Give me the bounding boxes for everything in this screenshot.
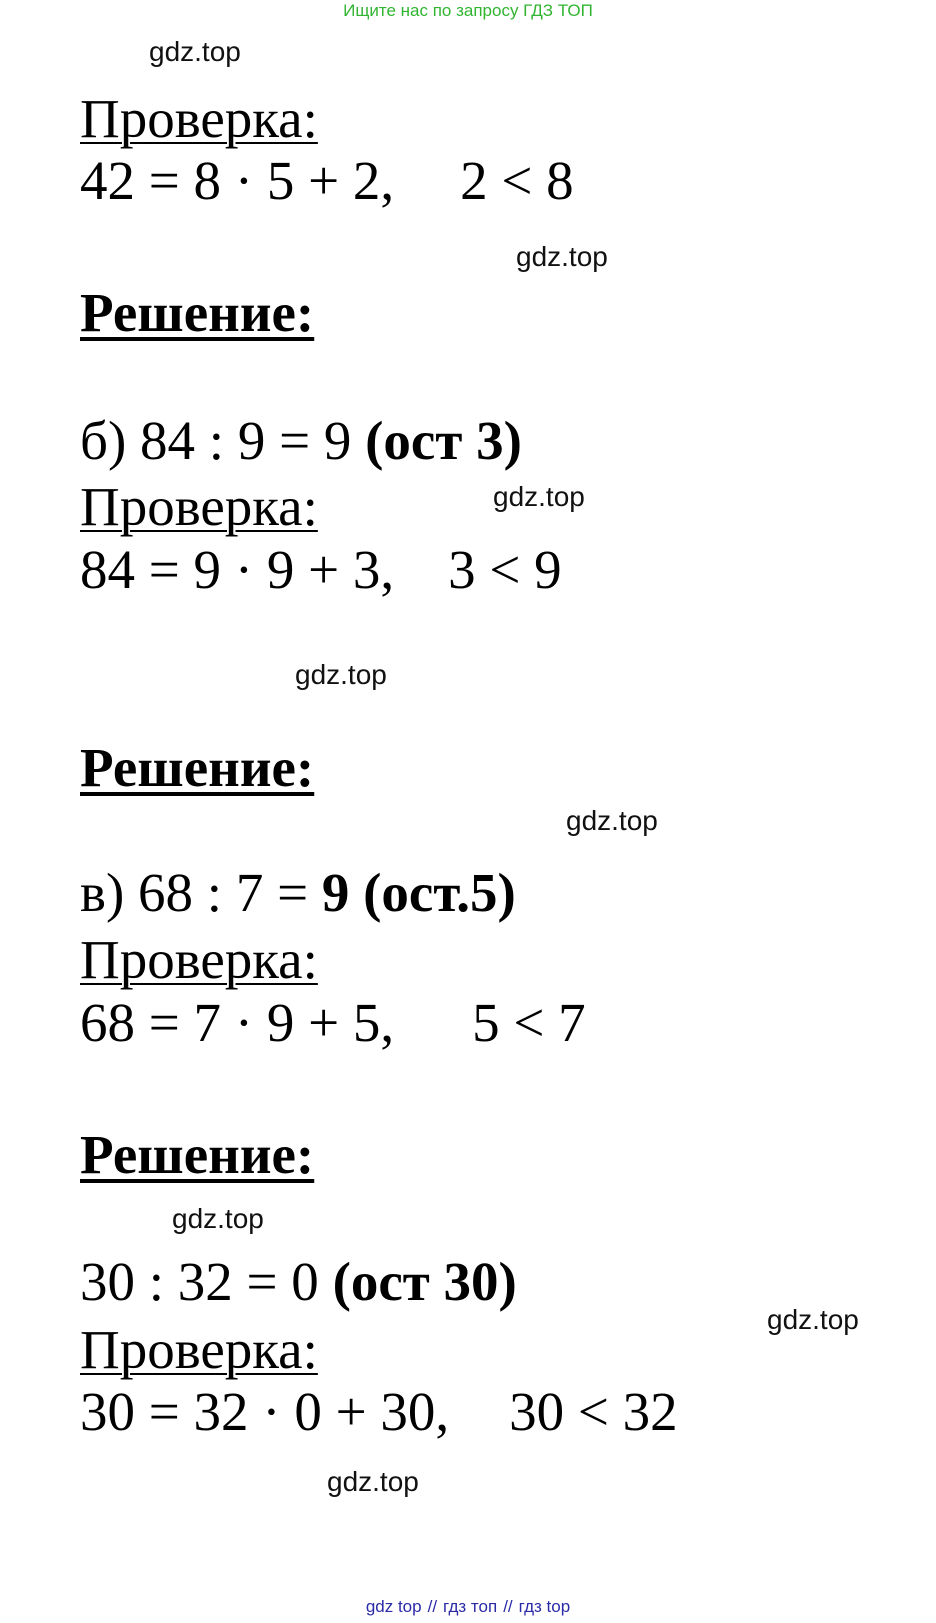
check-label-d: Проверка: [80,1319,318,1380]
check-inequality-d: 30 < 32 [509,1381,678,1442]
footer-link-1[interactable]: gdz top [365,1597,422,1616]
watermark-2: gdz.top [516,241,608,272]
check-equation-a: 42 = 8 · 5 + 2, [80,150,395,211]
watermark-3: gdz.top [493,481,585,512]
check-line-a [80,150,574,212]
task-expression-d: 30 : 32 = 0 [80,1251,333,1312]
footer-links [0,1596,936,1618]
check-inequality-b: 3 < 9 [448,539,562,600]
solution-heading-c: Решение: [80,737,315,798]
task-line-d [80,1251,517,1313]
task-remainder-d: (ост 30) [332,1251,517,1312]
task-expression-b: б) 84 : 9 = 9 [80,410,366,471]
watermark-1: gdz.top [149,36,241,67]
check-label-a: Проверка: [80,88,318,149]
check-line-d [80,1381,678,1443]
task-line-c [80,862,516,924]
check-label-b: Проверка: [80,476,318,537]
check-label-c: Проверка: [80,929,318,990]
check-line-c [80,992,586,1054]
check-equation-c: 68 = 7 · 9 + 5, [80,992,395,1053]
task-line-b [80,410,522,472]
watermark-5: gdz.top [566,805,658,836]
check-line-b [80,539,562,601]
check-equation-d: 30 = 32 · 0 + 30, [80,1381,450,1442]
footer-link-2[interactable]: гдз топ [443,1597,498,1616]
task-expression-c: в) 68 : 7 = [80,862,322,923]
watermark-8: gdz.top [327,1466,419,1497]
watermark-6: gdz.top [172,1203,264,1234]
solution-heading-b: Решение: [80,282,315,343]
check-inequality-a: 2 < 8 [460,150,574,211]
task-remainder-b: (ост 3) [365,410,522,471]
solution-heading-d: Решение: [80,1124,315,1185]
watermark-7: gdz.top [767,1304,859,1335]
footer-separator: // [503,1597,513,1616]
footer-link-3[interactable]: гдз top [518,1597,571,1616]
watermark-4: gdz.top [295,659,387,690]
top-banner[interactable]: Ищите нас по запросу ГДЗ ТОП [343,1,593,20]
task-remainder-c: 9 (ост.5) [321,862,516,923]
check-equation-b: 84 = 9 · 9 + 3, [80,539,395,600]
footer-separator: // [427,1597,438,1616]
check-inequality-c: 5 < 7 [472,992,586,1053]
